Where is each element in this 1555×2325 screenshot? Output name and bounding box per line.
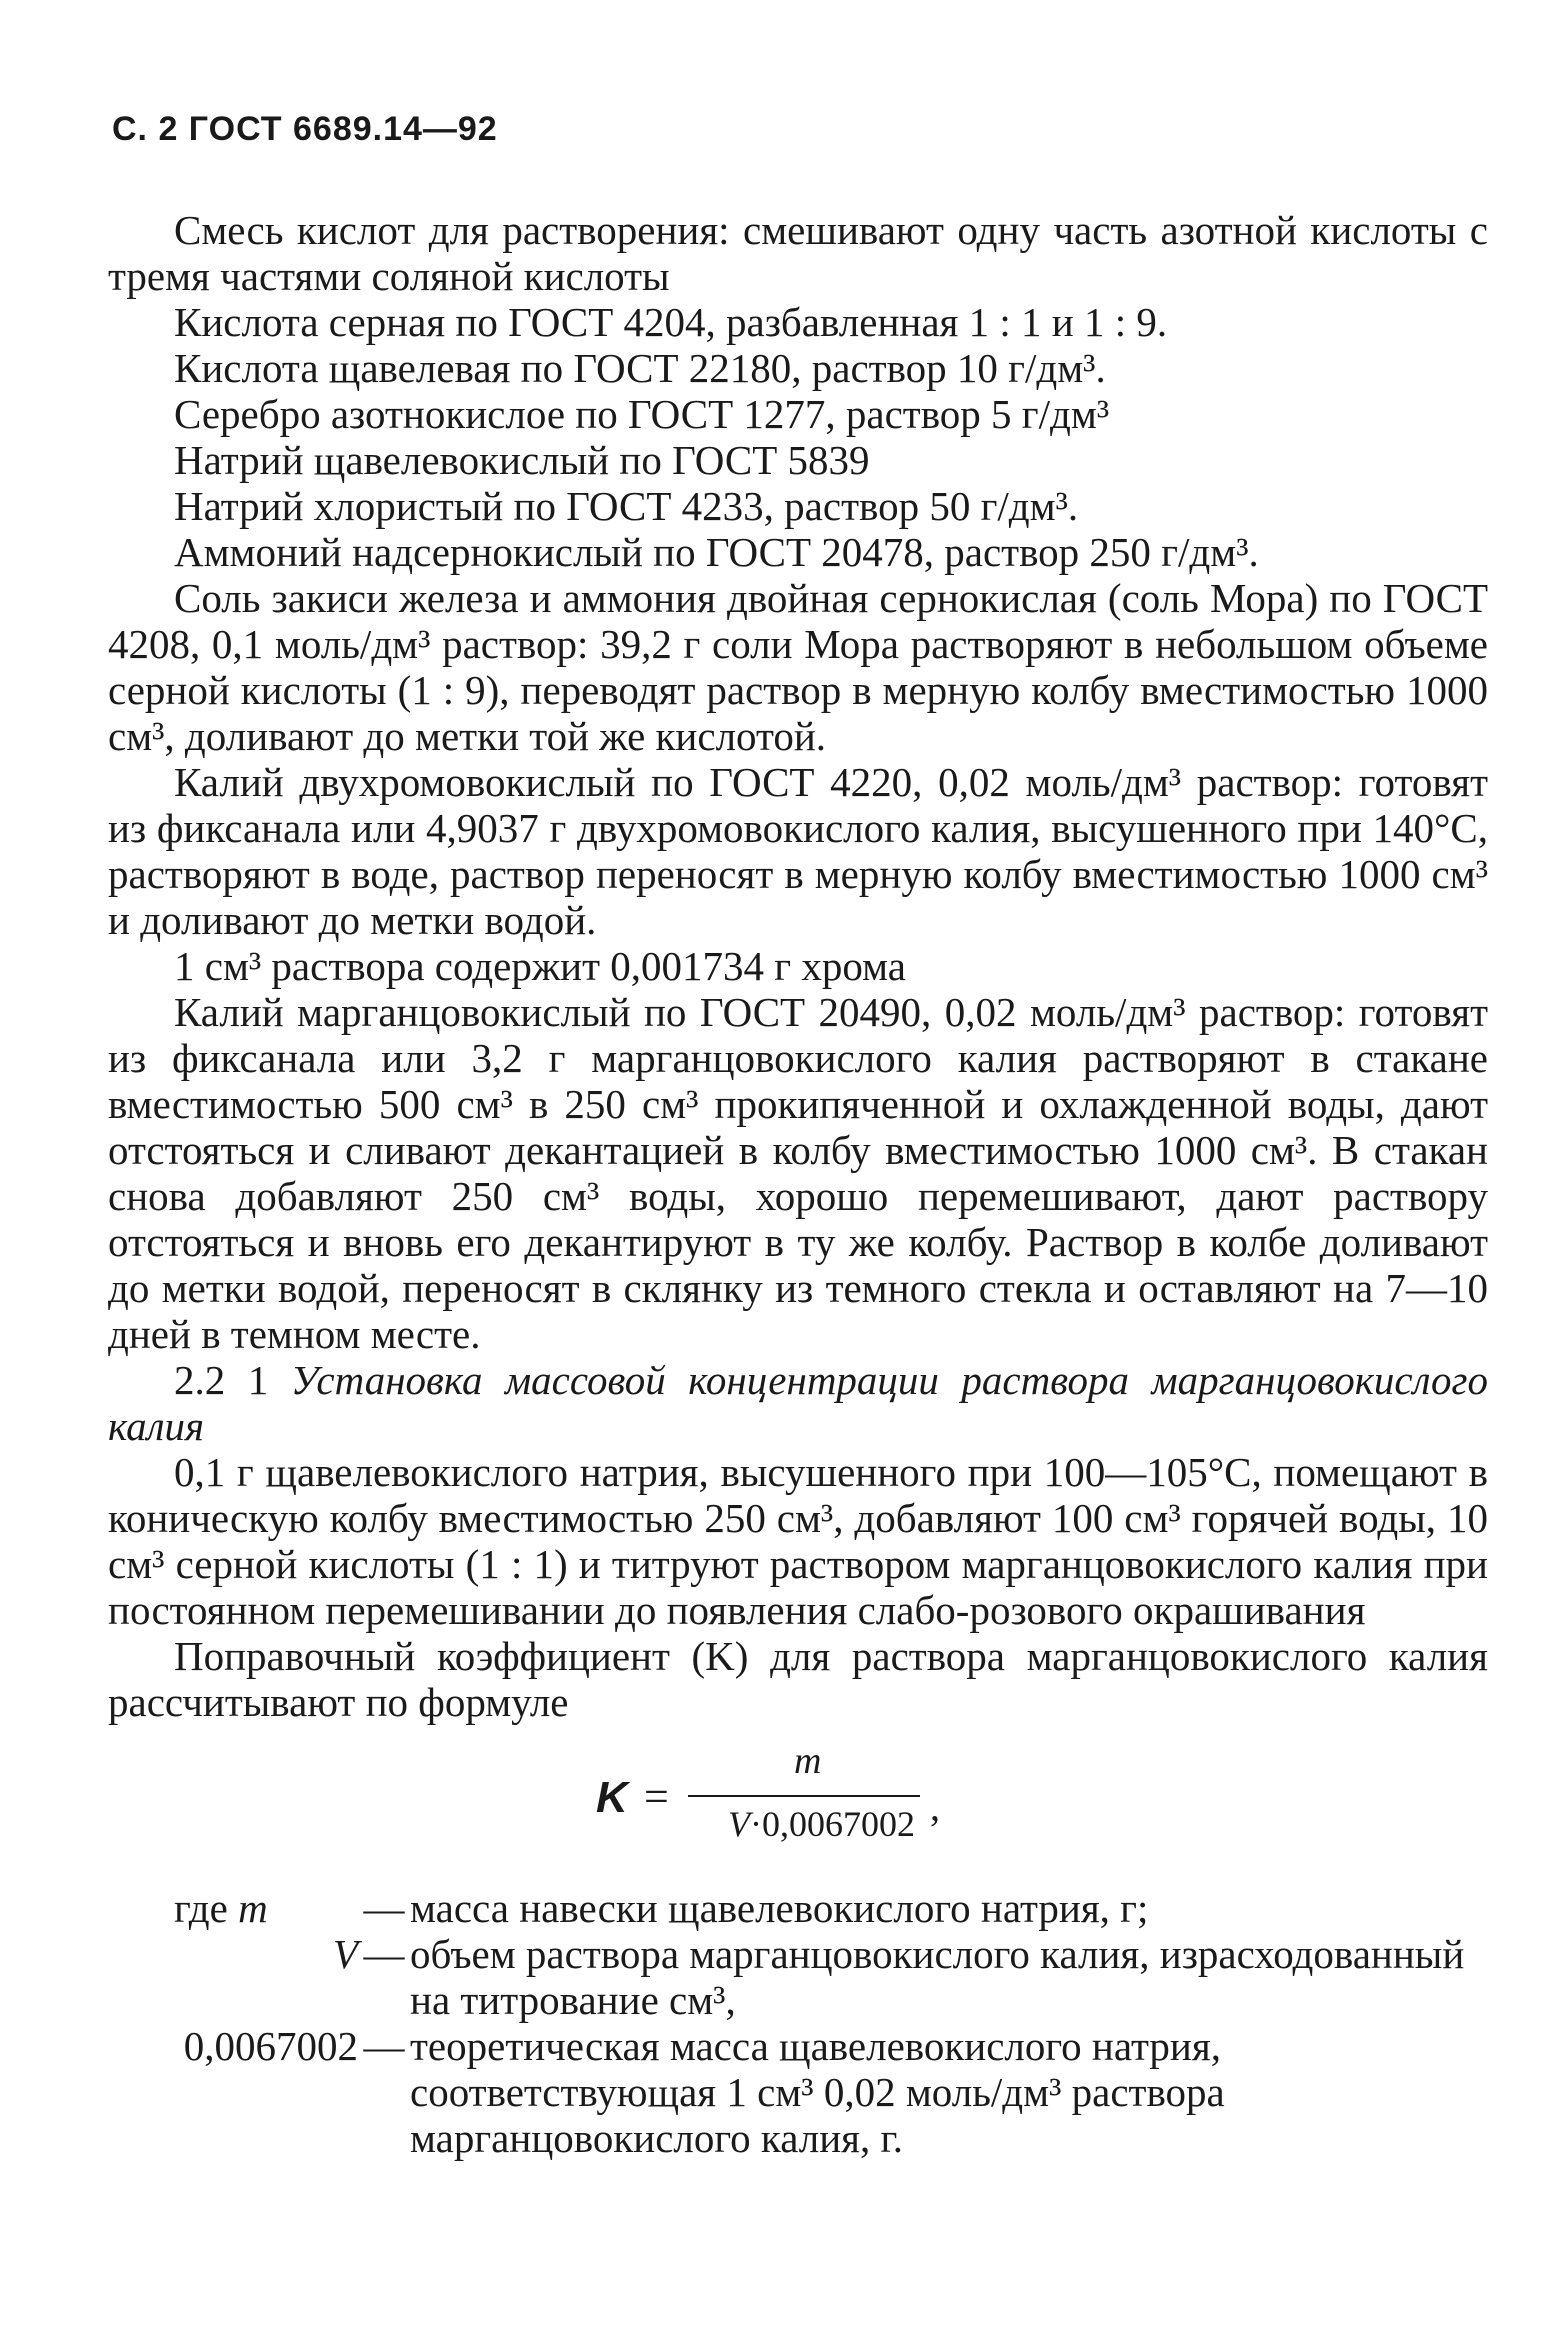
formula-trail: , xyxy=(930,1784,940,1829)
definition-dash: — xyxy=(363,2023,405,2069)
definition-description: теоретическая масса щавелевокислого натрия, соответствующая 1 см³ 0,02 моль/дм³ раствора марганцовокислого калия, г. xyxy=(410,2023,1225,2161)
paragraph: 1 см³ раствора содержит 0,001734 г хрома xyxy=(174,943,906,989)
formula-lhs: K xyxy=(596,1773,628,1822)
definition-symbol-cell xyxy=(108,2023,358,2161)
paragraph: Натрий щавелевокислый по ГОСТ 5839 xyxy=(174,437,870,483)
definition-symbol: V xyxy=(332,1931,358,1977)
paragraph: Поправочный коэффициент (K) для раствора марганцовокислого калия рассчитывают по формуле xyxy=(108,1633,1488,1725)
paragraph: Калий двухромовокислый по ГОСТ 4220, 0,02 моль/дм³ раствор: готовят из фиксанала или 4,9037 г двухромовокислого калия, высушенного при 140°С, растворяют в воде, раствор переносят в мерную колбу вместимостью 1000 см³ и доливают до метки водой. xyxy=(108,759,1488,943)
paragraph: Кислота щавелевая по ГОСТ 22180, раствор 10 г/дм³. xyxy=(174,345,1106,391)
definition-row xyxy=(108,1885,1488,1931)
definition-symbol: m xyxy=(238,1885,268,1931)
section-heading xyxy=(108,1357,1488,1449)
paragraph: Смесь кислот для растворения: смешивают одну часть азотной кислоты с тремя частями соляной кислоты xyxy=(108,207,1488,299)
definition-row xyxy=(108,1931,1488,2023)
variable-definitions xyxy=(108,1885,1488,2161)
formula-numerator: m xyxy=(794,1740,822,1782)
definition-description: масса навески щавелевокислого натрия, г; xyxy=(410,1885,1149,1931)
definition-symbol-cell xyxy=(108,1931,358,2023)
paragraph: Серебро азотнокислое по ГОСТ 1277, раствор 5 г/дм³ xyxy=(174,391,1110,437)
definition-symbol-cell xyxy=(108,1885,358,1931)
section-number: 2.2 1 xyxy=(174,1357,269,1403)
definition-symbol: 0,0067002 xyxy=(183,2023,358,2069)
paragraph: Натрий хлористый по ГОСТ 4233, раствор 50 г/дм³. xyxy=(174,483,1079,529)
page-header: С. 2 ГОСТ 6689.14—92 xyxy=(112,110,498,148)
fraction-bar xyxy=(688,1795,920,1797)
section-title: Установка массовой концентрации раствора марганцовокислого калия xyxy=(108,1357,1488,1449)
definition-row xyxy=(108,2023,1488,2161)
formula xyxy=(108,1740,1488,1861)
definition-dash: — xyxy=(363,1885,405,1931)
paragraph: 0,1 г щавелевокислого натрия, высушенного при 100—105°С, помещают в коническую колбу вместимостью 250 см³, добавляют 100 см³ горячей воды, 10 см³ серной кислоты (1 : 1) и титруют раствором марганцовокислого калия при постоянном перемешивании до появления слабо-розового окрашивания xyxy=(108,1449,1488,1633)
document-page xyxy=(108,110,1488,2161)
paragraph: Аммоний надсернокислый по ГОСТ 20478, раствор 250 г/дм³. xyxy=(174,529,1259,575)
formula-denominator-var: V xyxy=(728,1804,750,1844)
definition-dash: — xyxy=(363,1931,405,1977)
formula-denominator-rest: ·0,0067002 xyxy=(750,1804,915,1844)
where-lead: где xyxy=(174,1885,228,1931)
paragraph: Кислота серная по ГОСТ 4204, разбавленная 1 : 1 и 1 : 9. xyxy=(174,299,1168,345)
formula-equals: = xyxy=(644,1772,669,1821)
definition-description: объем раствора марганцовокислого калия, израсходованный на титрование см³, xyxy=(410,1931,1465,2023)
reagents-list xyxy=(108,207,1488,1357)
formula-denominator xyxy=(728,1803,915,1845)
paragraph: Соль закиси железа и аммония двойная сернокислая (соль Мора) по ГОСТ 4208, 0,1 моль/дм³ раствор: 39,2 г соли Мора растворяют в небольшом объеме серной кислоты (1 : 9), переводят раствор в мерную колбу вместимостью 1000 см³, доливают до метки той же кислотой. xyxy=(108,575,1488,759)
paragraph: Калий марганцовокислый по ГОСТ 20490, 0,02 моль/дм³ раствор: готовят из фиксанала или 3,2 г марганцовокислого калия растворяют в стакане вместимостью 500 см³ в 250 см³ прокипяченной и охлажденной воды, дают отстояться и сливают декантацией в колбу вместимостью 1000 см³. В стакан снова добавляют 250 см³ воды, хорошо перемешивают, дают раствору отстояться и вновь его декантируют в ту же колбу. Раствор в колбе доливают до метки водой, переносят в склянку из темного стекла и оставляют на 7—10 дней в темном месте. xyxy=(108,989,1488,1357)
